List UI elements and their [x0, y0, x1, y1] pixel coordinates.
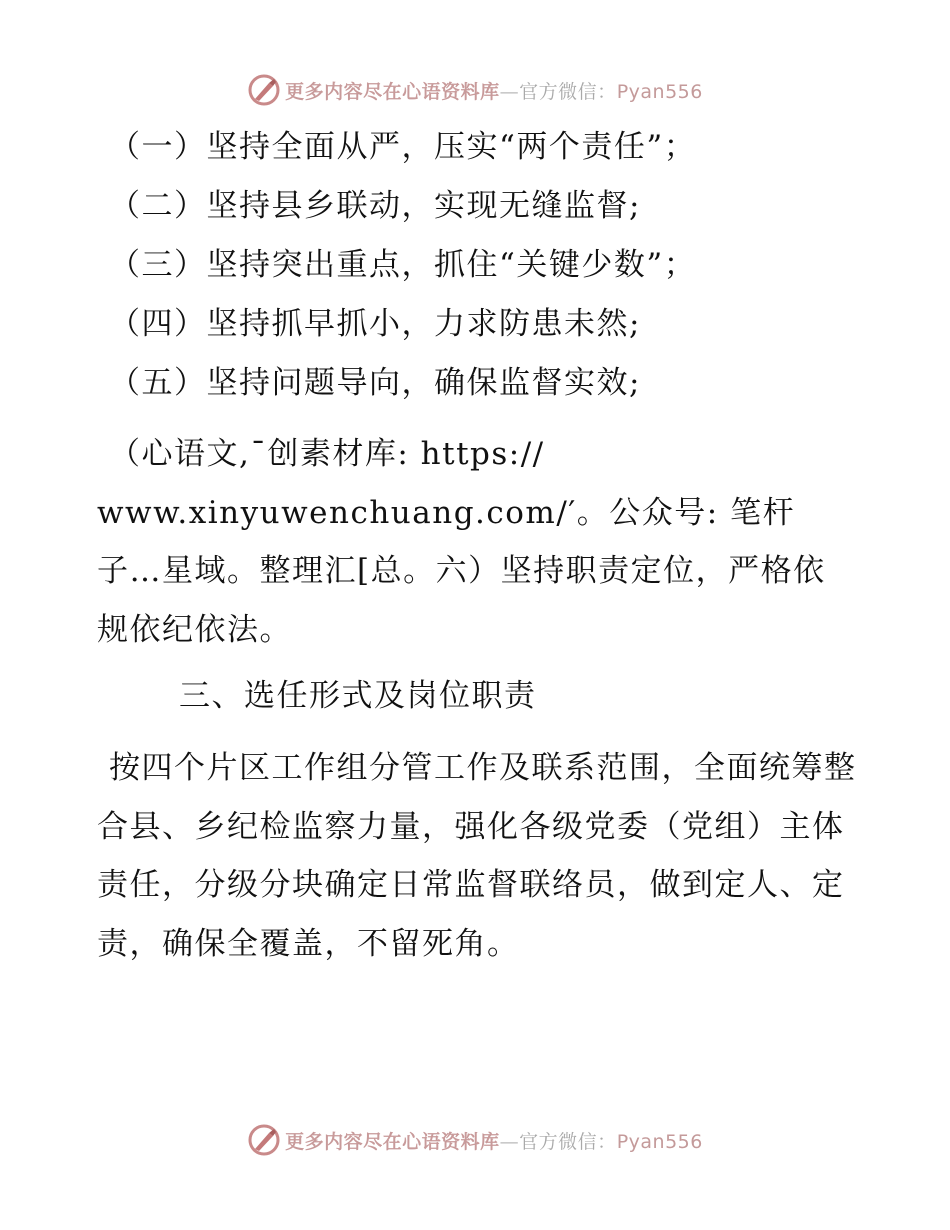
- paragraph-lead: （心语文,¯创素材库: https://: [109, 436, 545, 472]
- watermark-wechat-label: 官方微信：: [519, 80, 617, 103]
- list-item: （五）坚持问题导向，确保监督实效;: [109, 365, 641, 401]
- watermark-wechat-id: Pyan556: [616, 80, 703, 103]
- section-heading: 三、选任形式及岗位职责: [179, 678, 537, 714]
- paragraph-mixed: [97, 425, 857, 659]
- watermark-wechat-id: Pyan556: [616, 1130, 703, 1153]
- header-watermark: [0, 72, 950, 108]
- watermark-dash: —: [499, 80, 520, 103]
- list-item: （一）坚持全面从严，压实“两个责任”；: [109, 129, 697, 165]
- watermark-dash: —: [499, 1130, 520, 1153]
- watermark-site: 更多内容尽在心语资料库: [285, 80, 500, 103]
- pen-logo-icon: [247, 73, 281, 107]
- paragraph-rest: www.xinyuwenchuang.com/′。公众号: 笔杆子…星域。整理汇[总。六）坚持职责定位，严格依规依纪依法。: [97, 494, 826, 648]
- watermark-text: [285, 77, 703, 104]
- pen-logo-icon: [247, 1123, 281, 1157]
- watermark-wechat-label: 官方微信：: [519, 1130, 617, 1153]
- list-item: （四）坚持抓早抓小，力求防患未然;: [109, 306, 641, 342]
- list-item: （二）坚持县乡联动，实现无缝监督;: [109, 188, 641, 224]
- document-body: [97, 118, 857, 973]
- watermark-site: 更多内容尽在心语资料库: [285, 1130, 500, 1153]
- footer-watermark: [0, 1122, 950, 1158]
- list-item: （三）坚持突出重点，抓住“关键少数”；: [109, 247, 697, 283]
- watermark-text: [285, 1127, 703, 1154]
- paragraph-body: 按四个片区工作组分管工作及联系范围，全面统筹整合县、乡纪检监察力量，强化各级党委（党组）主体责任，分级分块确定日常监督联络员，做到定人、定责，确保全覆盖，不留死角。: [97, 750, 857, 962]
